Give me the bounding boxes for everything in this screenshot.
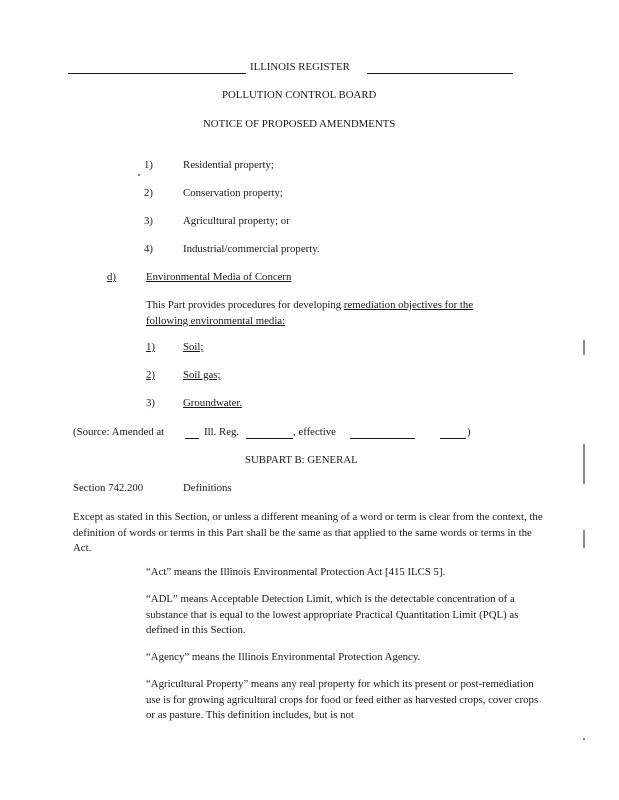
section-intro: Except as stated in this Section, or unless a different meaning of a word or term is clear from the context, the definition of words or terms in this Part shall be the same as that applied to the same words or terms in the Act. <box>73 511 543 554</box>
revision-bar-2 <box>583 444 585 484</box>
property-num-4: 4) <box>144 243 153 255</box>
media-num-2: 2) <box>146 369 155 381</box>
property-text-2: Conservation property; <box>183 187 283 199</box>
media-text-2: Soil gas; <box>183 369 221 381</box>
source-blank-year <box>440 438 466 439</box>
source-close: ) <box>467 426 471 438</box>
property-text-1: Residential property; <box>183 159 274 171</box>
revision-bar-1 <box>583 340 585 355</box>
subsection-d-title: Environmental Media of Concern <box>146 271 292 283</box>
property-num-2: 2) <box>144 187 153 199</box>
section-number: Section 742.200 <box>73 482 144 494</box>
source-blank-volume <box>185 438 199 439</box>
source-ill-reg: Ill. Reg. <box>204 426 240 438</box>
media-text-1: Soil; <box>183 341 204 353</box>
subsection-d-label: d) <box>107 271 116 283</box>
definition-act: “Act” means the Illinois Environmental Protection Act [415 ILCS 5]. <box>146 566 446 578</box>
definition-adl: “ADL” means Acceptable Detection Limit, which is the detectable concentration of a substance that is equal to the lowest appropriate Practical Quantitation Limit (PQL) as defined in this Section. <box>146 593 519 636</box>
property-num-1: 1) <box>144 159 153 171</box>
property-text-4: Industrial/commercial property. <box>183 243 320 255</box>
property-text-3: Agricultural property; or <box>183 215 290 227</box>
media-text-3: Groundwater. <box>183 397 243 409</box>
stray-mark <box>138 174 140 176</box>
definition-agricultural-property: “Agricultural Property” means any real property for which its present or post-remediation use is for growing agricultural crops for food or feed either as harvested crops, cover crops or as pasture. This definition includes, but is not <box>146 678 539 721</box>
definition-agency: “Agency” means the Illinois Environmental Protection Agency. <box>146 651 421 663</box>
notice-title: NOTICE OF PROPOSED AMENDMENTS <box>203 118 396 130</box>
source-effective: , effective <box>293 426 336 438</box>
board-title: POLLUTION CONTROL BOARD <box>222 89 377 101</box>
source-blank-date <box>350 438 415 439</box>
revision-bar-3 <box>583 530 585 548</box>
source-prefix: (Source: Amended at <box>73 426 165 438</box>
header-rule-right <box>367 73 513 74</box>
section-title: Definitions <box>183 482 232 494</box>
property-num-3: 3) <box>144 215 153 227</box>
subpart-heading: SUBPART B: GENERAL <box>245 454 358 466</box>
subsection-d-intro <box>146 298 516 329</box>
header-rule-left <box>68 73 246 74</box>
intro-plain: This Part provides procedures for developing <box>146 299 344 311</box>
media-num-3: 3) <box>146 397 155 409</box>
register-title: ILLINOIS REGISTER <box>250 61 350 73</box>
source-blank-page <box>246 438 293 439</box>
margin-dot <box>583 738 585 740</box>
intro-underlined: remediation objectives for the following environmental media: <box>146 299 474 327</box>
media-num-1: 1) <box>146 341 155 353</box>
